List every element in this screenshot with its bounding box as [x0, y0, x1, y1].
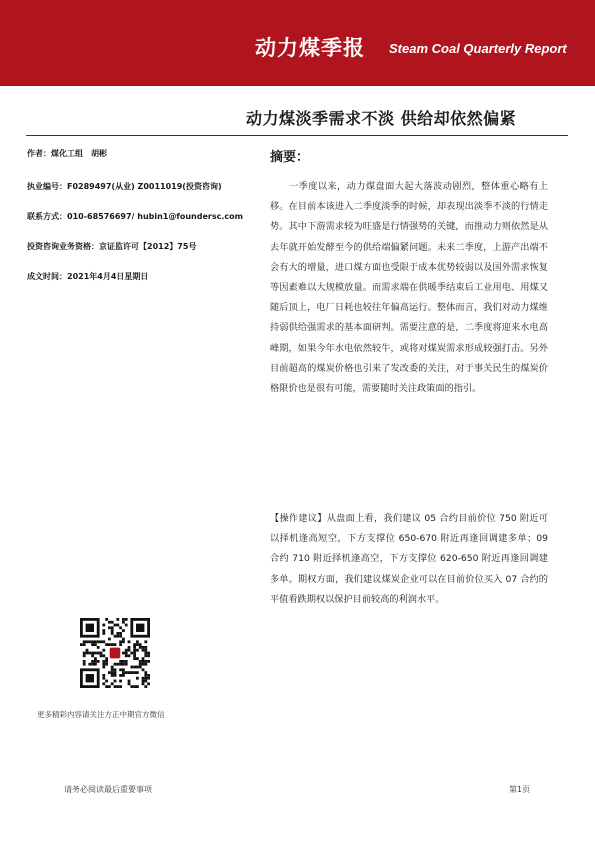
footer-disclaimer: 请务必阅读最后重要事项: [64, 785, 152, 794]
date-line: 成文时间：2021年4月4日星期日: [27, 272, 149, 281]
header-title-cn: 动力煤季报: [255, 36, 365, 60]
qualification-line: 投资咨询业务资格：京证监许可【2012】75号: [27, 242, 197, 251]
summary-label: 摘要：: [270, 150, 310, 165]
page-number: 第1页: [509, 785, 531, 794]
qr-caption: 更多精彩内容请关注方正中期官方微信: [37, 710, 165, 719]
header-title-en: Steam Coal Quarterly Report: [389, 41, 567, 56]
qr-code-icon: [80, 618, 150, 688]
operation-advice-paragraph: 【操作建议】从盘面上看，我们建议 05 合约目前价位 750 附近可以择机逢高短空，下方支撑位 650-670 附近再逢回调建多单；09 合约 710 附近择机逢高空，下方支撑位 620-650 附近再逢回调建多单。期权方面，我们建议煤炭企业可以在目前价位买入 07 合约的平值看跌期权以保护目前较高的利润水平。: [270, 513, 548, 605]
license-line: 执业编号：F0289497(从业) Z0011019(投资咨询): [27, 182, 222, 191]
report-title: 动力煤淡季需求不淡 供给却依然偏紧: [246, 109, 517, 128]
contact-line: 联系方式：010-68576697/ hubin1@foundersc.com: [27, 212, 243, 221]
author-line: 作者：煤化工组 胡彬: [27, 149, 107, 158]
title-divider: [26, 135, 568, 136]
summary-paragraph: 一季度以来，动力煤盘面大起大落波动剧烈，整体重心略有上移。在目前本该进入二季度淡季的时候，却表现出淡季不淡的行情走势。其中下游需求较为旺盛是行情强势的关键，而推动力则依然是从去年就开始发酵至今的供给端偏紧问题。未来二季度，上游产出端不会有大的增量，进口煤方面也受限于成本优势较弱以及国外需求恢复等因素难以大规模放量。而需求端在供暖季结束后工业用电、用煤又随后顶上，电厂日耗也较往年偏高运行。整体而言，我们对动力煤维持弱供给强需求的基本面研判。需要注意的是，二季度将迎来水电高峰期，如果今年水电依然较牛，或将对煤炭需求形成较强打击。另外目前超高的煤炭价格也引来了发改委的关注，对于事关民生的煤炭价格限价也是很有可能，需要随时关注政策面的指引。: [270, 181, 548, 395]
